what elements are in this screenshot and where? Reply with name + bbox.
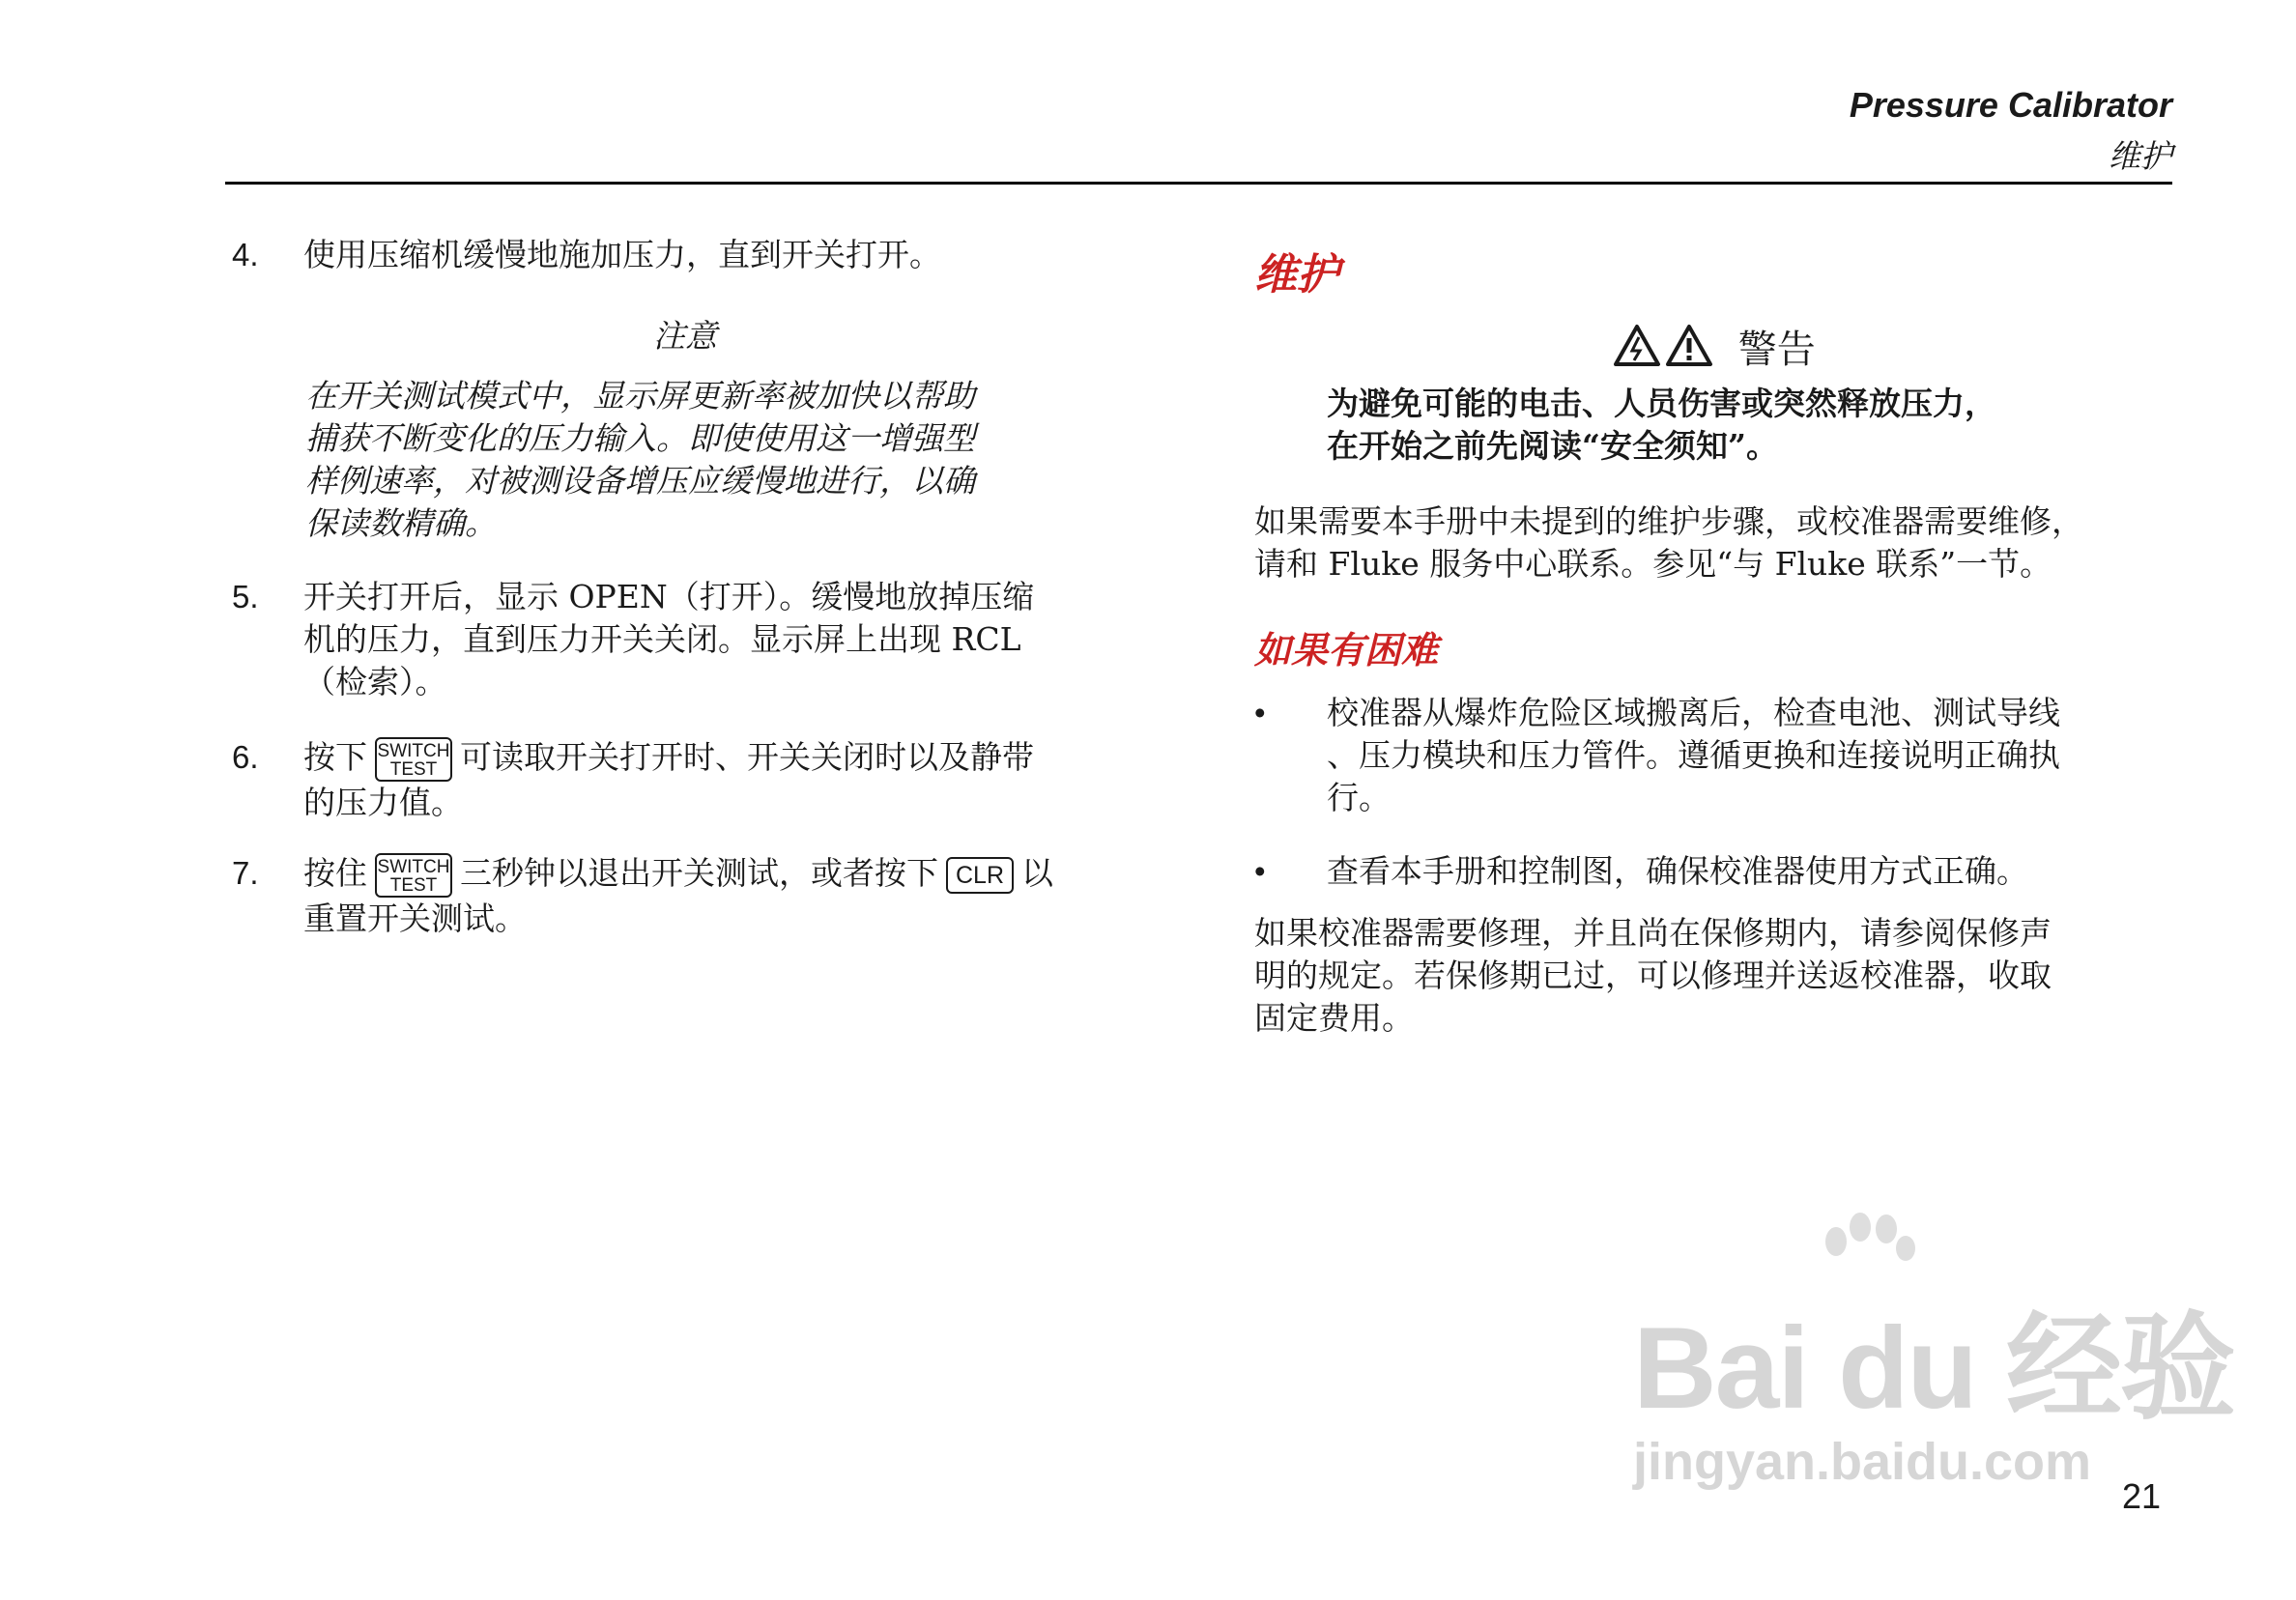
bullet-text: 校准器从爆炸危险区域搬离后，检查电池、测试导线 、压力模块和压力管件。遵循更换和连接说明正确执 行。 xyxy=(1327,694,2060,816)
paragraph-line: 如果校准器需要修理，并且尚在保修期内，请参阅保修声 xyxy=(1254,914,2052,952)
switch-test-key: SWITCH TEST xyxy=(375,737,452,782)
note-body: 在开关测试模式中，显示屏更新率被加快以帮助 捕获不断变化的压力输入。即使使用这一增强型 样例速率，对被测设备增压应缓慢地进行，以确 保读数精确。 xyxy=(305,377,975,542)
step-number: 4. xyxy=(232,237,259,272)
step-text-line: 机的压力，直到压力开关关闭。显示屏上出现 RCL xyxy=(303,620,1021,658)
bullet-dot: • xyxy=(1254,695,1266,730)
step-text-line: 的压力值。 xyxy=(303,784,463,821)
step-number: 5. xyxy=(232,579,259,614)
step-text: 以 xyxy=(1021,854,1053,892)
warning-triangle-icons xyxy=(1614,324,1714,368)
header-divider xyxy=(225,182,2172,185)
step-text-line: 重置开关测试。 xyxy=(303,900,527,937)
page-number: 21 xyxy=(2121,1476,2161,1516)
section-title: 维护 xyxy=(1254,250,1339,300)
repair-paragraph xyxy=(1254,912,2052,1040)
paragraph-line: 明的规定。若保修期已过，可以修理并送返校准器，收取 xyxy=(1254,957,2052,994)
warning-title: 警告 xyxy=(1737,328,1816,372)
bullet-text: 查看本手册和控制图，确保校准器使用方式正确。 xyxy=(1327,852,2028,890)
warning-body: 为避免可能的电击、人员伤害或突然释放压力， 在开始之前先阅读“安全须知”。 xyxy=(1327,385,1996,465)
paragraph-line: 请和 Fluke 服务中心联系。参见“与 Fluke 联系”一节。 xyxy=(1254,545,2052,583)
step-text: 可读取开关打开时、开关关闭时以及静带 xyxy=(460,738,1034,776)
note-title: 注意 xyxy=(653,317,717,355)
service-paragraph xyxy=(1254,500,2083,586)
header-title: Pressure Calibrator xyxy=(1849,85,2172,125)
step-number: 7. xyxy=(232,855,259,891)
step-text-line: （检索）。 xyxy=(303,663,447,700)
switch-test-key: SWITCH TEST xyxy=(375,853,452,898)
header-subtitle: 维护 xyxy=(2109,137,2172,175)
step-text-line: 开关打开后，显示 OPEN（打开）。缓慢地放掉压缩 xyxy=(303,578,1035,615)
clr-key: CLR xyxy=(946,857,1014,894)
paw-icon xyxy=(1807,1208,1923,1295)
bullet-dot: • xyxy=(1254,853,1266,889)
step-number: 6. xyxy=(232,739,259,775)
step-text: 三秒钟以退出开关测试，或者按下 xyxy=(460,854,938,892)
baidu-watermark xyxy=(1633,1275,2234,1492)
paragraph-line: 固定费用。 xyxy=(1254,999,1414,1037)
step-text: 使用压缩机缓慢地施加压力，直到开关打开。 xyxy=(303,236,941,273)
subsection-title: 如果有困难 xyxy=(1254,628,1439,671)
warning-heading xyxy=(1614,319,1816,374)
paragraph-line: 如果需要本手册中未提到的维护步骤，或校准器需要维修， xyxy=(1254,502,2083,540)
step-text: 按住 xyxy=(303,854,367,892)
watermark-url: jingyan.baidu.com xyxy=(1633,1433,2092,1491)
watermark-brand: Bai du 经验 xyxy=(1633,1303,2235,1433)
step-text: 按下 xyxy=(303,738,367,776)
